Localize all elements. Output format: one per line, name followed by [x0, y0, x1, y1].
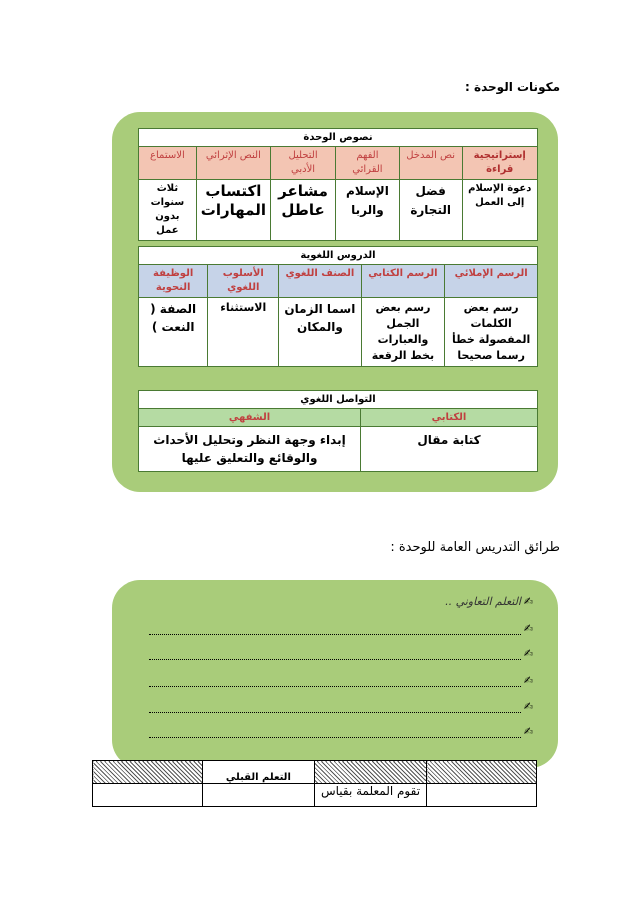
teaching-methods-heading: طرائق التدريس العامة للوحدة :: [390, 540, 560, 555]
header-grammar-function: الوظيفة النحوية: [139, 265, 208, 298]
header-reading-comprehension: الفهم القرائي: [336, 147, 400, 180]
cell-handwriting: رسم بعض الجمل والعبارات بخط الرقعة: [361, 298, 445, 367]
dotted-line: [149, 676, 521, 687]
dotted-line: [149, 702, 521, 713]
pen-icon: ✍: [523, 622, 533, 635]
empty-cell[interactable]: [427, 784, 537, 807]
pen-icon: ✍: [523, 725, 533, 738]
cell-literary-analysis: مشاعر عاطل: [271, 180, 336, 241]
cell-spelling: رسم بعض الكلمات المفصولة خطأ رسما صحيحا: [445, 298, 538, 367]
header-literary-analysis: التحليل الأدبي: [271, 147, 336, 180]
method-line-5[interactable]: [145, 699, 533, 715]
header-reading-strategy: إستراتيجية قراءة: [462, 147, 538, 180]
cell-oral: إبداء وجهة النظر وتحليل الأحداث والوقائع والتعليق عليها: [139, 427, 361, 472]
pen-icon: ✍: [523, 647, 533, 660]
cell-language-category: اسما الزمان والمكان: [279, 298, 361, 367]
dotted-line: [149, 649, 521, 660]
header-enrichment-text: النص الإثرائي: [196, 147, 270, 180]
components-heading: مكونات الوحدة :: [465, 80, 560, 94]
communication-table: [138, 390, 538, 472]
header-intro-text: نص المدخل: [399, 147, 462, 180]
table-title: نصوص الوحدة: [139, 129, 538, 147]
empty-cell[interactable]: [202, 784, 314, 807]
cell-written: كتابة مقال: [361, 427, 538, 472]
unit-texts-table: [138, 128, 538, 241]
cell-intro-text: فضل التجارة: [399, 180, 462, 241]
assessment-table: [92, 760, 537, 807]
header-spelling: الرسم الإملائي: [445, 265, 538, 298]
dotted-line: [149, 727, 521, 738]
header-style: الأسلوب اللغوي: [208, 265, 279, 298]
header-language-category: الصنف اللغوي: [279, 265, 361, 298]
method-line-1[interactable]: [145, 594, 533, 610]
hatched-cell: [314, 761, 426, 784]
header-oral: الشفهي: [139, 409, 361, 427]
hatched-cell: [93, 761, 203, 784]
pen-icon: ✍: [523, 674, 533, 687]
table-title: التواصل اللغوي: [139, 391, 538, 409]
method-line-3[interactable]: [145, 646, 533, 662]
header-listening: الاستماع: [139, 147, 197, 180]
cell-reading-strategy: دعوة الإسلام إلى العمل: [462, 180, 538, 241]
header-written: الكتابي: [361, 409, 538, 427]
method-line-2[interactable]: [145, 621, 533, 637]
method-cooperative-learning: التعلم التعاوني ..: [445, 595, 521, 608]
cell-style: الاستثناء: [208, 298, 279, 367]
pen-icon: ✍: [523, 700, 533, 713]
teacher-measures-label: تقوم المعلمة بقياس: [314, 784, 426, 807]
empty-cell[interactable]: [93, 784, 203, 807]
pen-icon: ✍: [523, 595, 533, 608]
hatched-cell: [427, 761, 537, 784]
language-lessons-table: [138, 246, 538, 367]
prior-learning-label: التعلم القبلي: [202, 761, 314, 784]
method-line-6[interactable]: [145, 724, 533, 740]
method-line-4[interactable]: [145, 673, 533, 689]
cell-enrichment-text: اكتساب المهارات: [196, 180, 270, 241]
header-handwriting: الرسم الكتابي: [361, 265, 445, 298]
table-title: الدروس اللغوية: [139, 247, 538, 265]
cell-reading-comprehension: الإسلام والربا: [336, 180, 400, 241]
cell-grammar-function: الصفة ( النعت ): [139, 298, 208, 367]
cell-listening: ثلاث سنوات بدون عمل: [139, 180, 197, 241]
dotted-line: [149, 624, 521, 635]
